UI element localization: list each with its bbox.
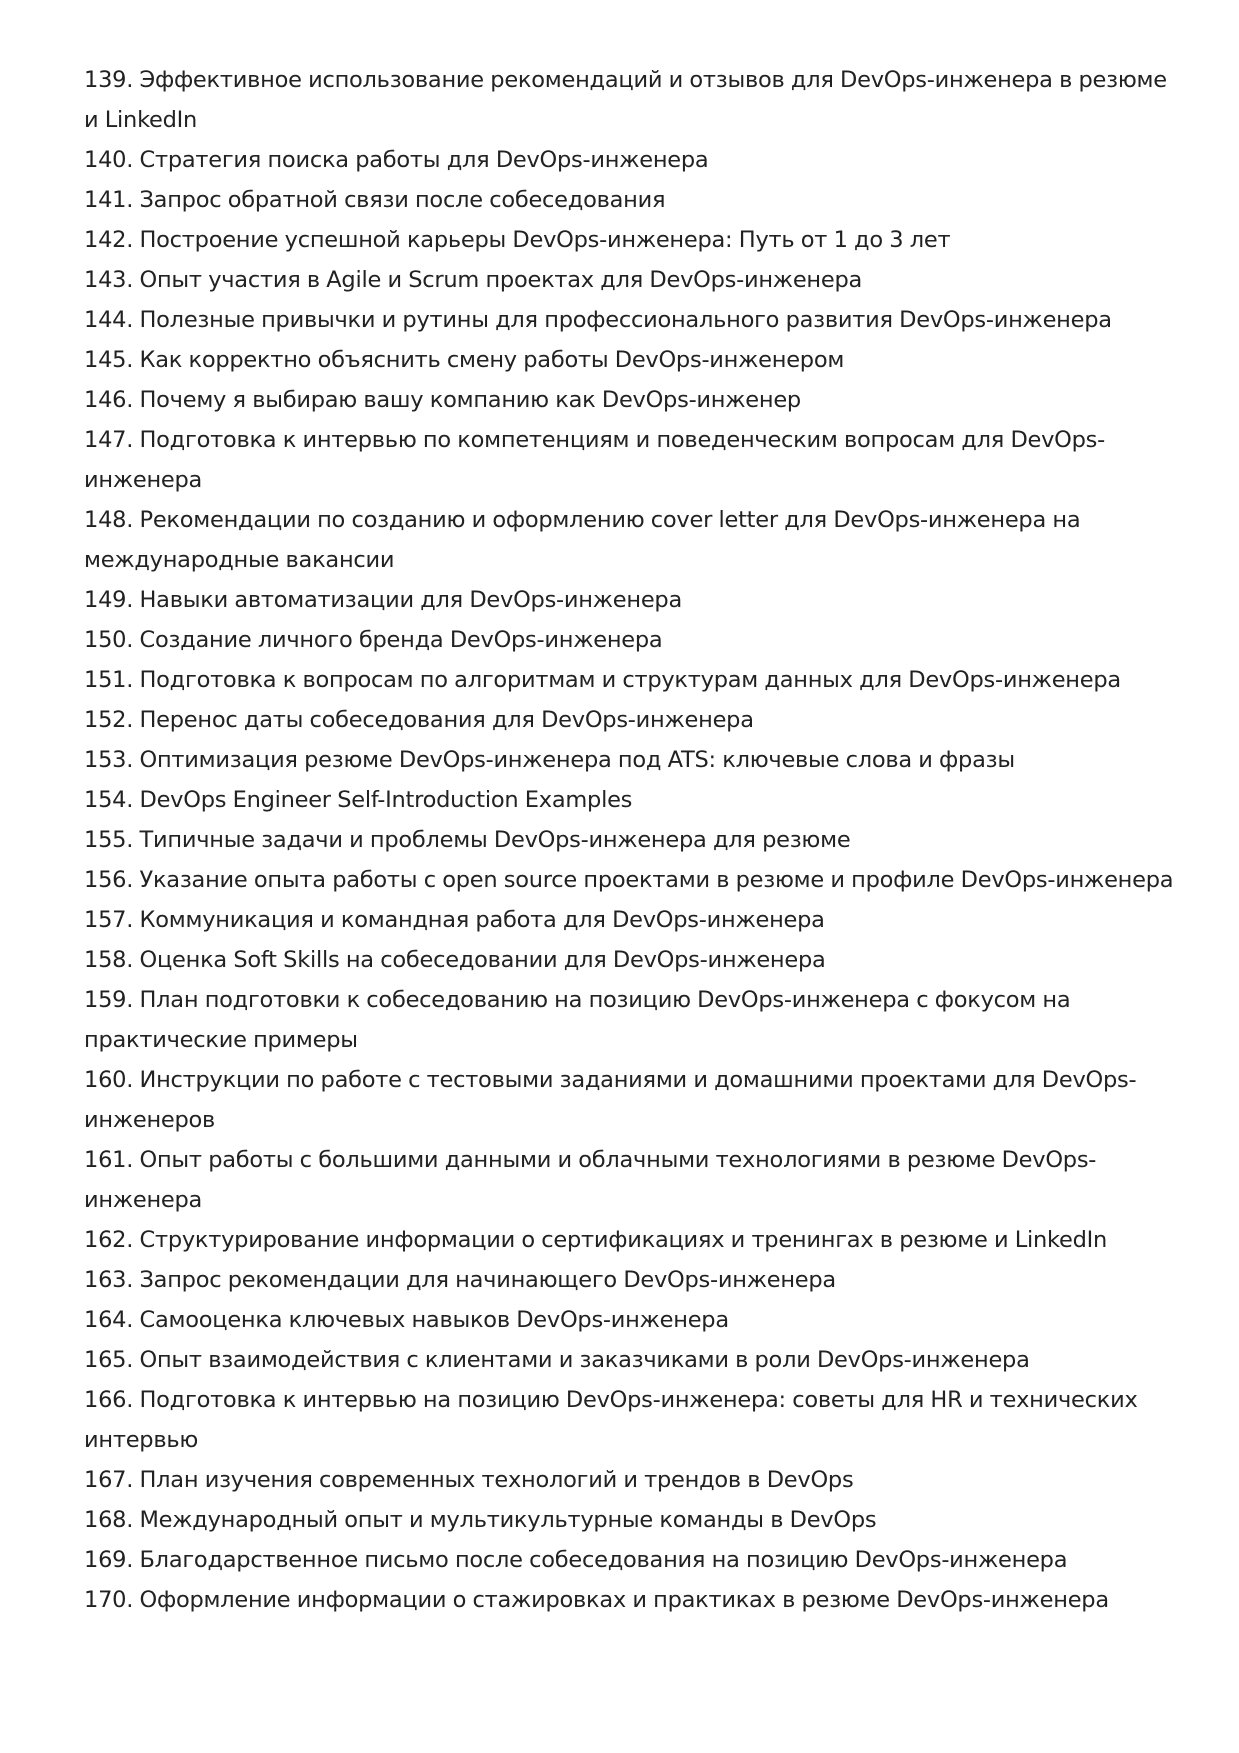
list-item: 140. Стратегия поиска работы для DevOps-инженера [84,147,709,173]
list-item: 141. Запрос обратной связи после собеседования [84,187,666,213]
list-item: 170. Оформление информации о стажировках и практиках в резюме DevOps-инженера [84,1587,1109,1613]
list-item: 155. Типичные задачи и проблемы DevOps-инженера для резюме [84,827,851,853]
list-item: 150. Создание личного бренда DevOps-инженера [84,627,663,653]
list-item: 149. Навыки автоматизации для DevOps-инженера [84,587,682,613]
list-item: 147. Подготовка к интервью по компетенциям и поведенческим вопросам для DevOps-инженера [84,427,1106,493]
list-item: 165. Опыт взаимодействия с клиентами и заказчиками в роли DevOps-инженера [84,1347,1030,1373]
list-item: 162. Структурирование информации о сертификациях и тренингах в резюме и LinkedIn [84,1227,1108,1253]
list-item: 160. Инструкции по работе с тестовыми заданиями и домашними проектами для DevOps-инженеров [84,1067,1137,1133]
list-item: 154. DevOps Engineer Self-Introduction Examples [84,787,633,813]
list-item: 168. Международный опыт и мультикультурные команды в DevOps [84,1507,877,1533]
list-item: 158. Оценка Soft Skills на собеседовании для DevOps-инженера [84,947,826,973]
list-item: 164. Самооценка ключевых навыков DevOps-инженера [84,1307,729,1333]
list-item: 139. Эффективное использование рекомендаций и отзывов для DevOps-инженера в резюме и LinkedIn [84,67,1167,133]
list-item: 146. Почему я выбираю вашу компанию как DevOps-инженер [84,387,801,413]
list-item: 166. Подготовка к интервью на позицию DevOps-инженера: советы для HR и технических интервью [84,1387,1138,1453]
list-item: 142. Построение успешной карьеры DevOps-инженера: Путь от 1 до 3 лет [84,227,951,253]
list-item: 156. Указание опыта работы с open source проектами в резюме и профиле DevOps-инженера [84,867,1174,893]
list-item: 159. План подготовки к собеседованию на позицию DevOps-инженера с фокусом на практические примеры [84,987,1071,1053]
list-item: 143. Опыт участия в Agile и Scrum проектах для DevOps-инженера [84,267,863,293]
list-item: 153. Оптимизация резюме DevOps-инженера под ATS: ключевые слова и фразы [84,747,1015,773]
list-item: 144. Полезные привычки и рутины для профессионального развития DevOps-инженера [84,307,1112,333]
contents-list [84,60,1179,1620]
list-item: 145. Как корректно объяснить смену работы DevOps-инженером [84,347,845,373]
list-item: 161. Опыт работы с большими данными и облачными технологиями в резюме DevOps-инженера [84,1147,1097,1213]
list-item: 167. План изучения современных технологий и трендов в DevOps [84,1467,854,1493]
list-item: 151. Подготовка к вопросам по алгоритмам и структурам данных для DevOps-инженера [84,667,1121,693]
list-item: 148. Рекомендации по созданию и оформлению cover letter для DevOps-инженера на международные вакансии [84,507,1081,573]
list-item: 169. Благодарственное письмо после собеседования на позицию DevOps-инженера [84,1547,1068,1573]
list-item: 152. Перенос даты собеседования для DevOps-инженера [84,707,754,733]
list-item: 163. Запрос рекомендации для начинающего DevOps-инженера [84,1267,836,1293]
list-item: 157. Коммуникация и командная работа для DevOps-инженера [84,907,825,933]
